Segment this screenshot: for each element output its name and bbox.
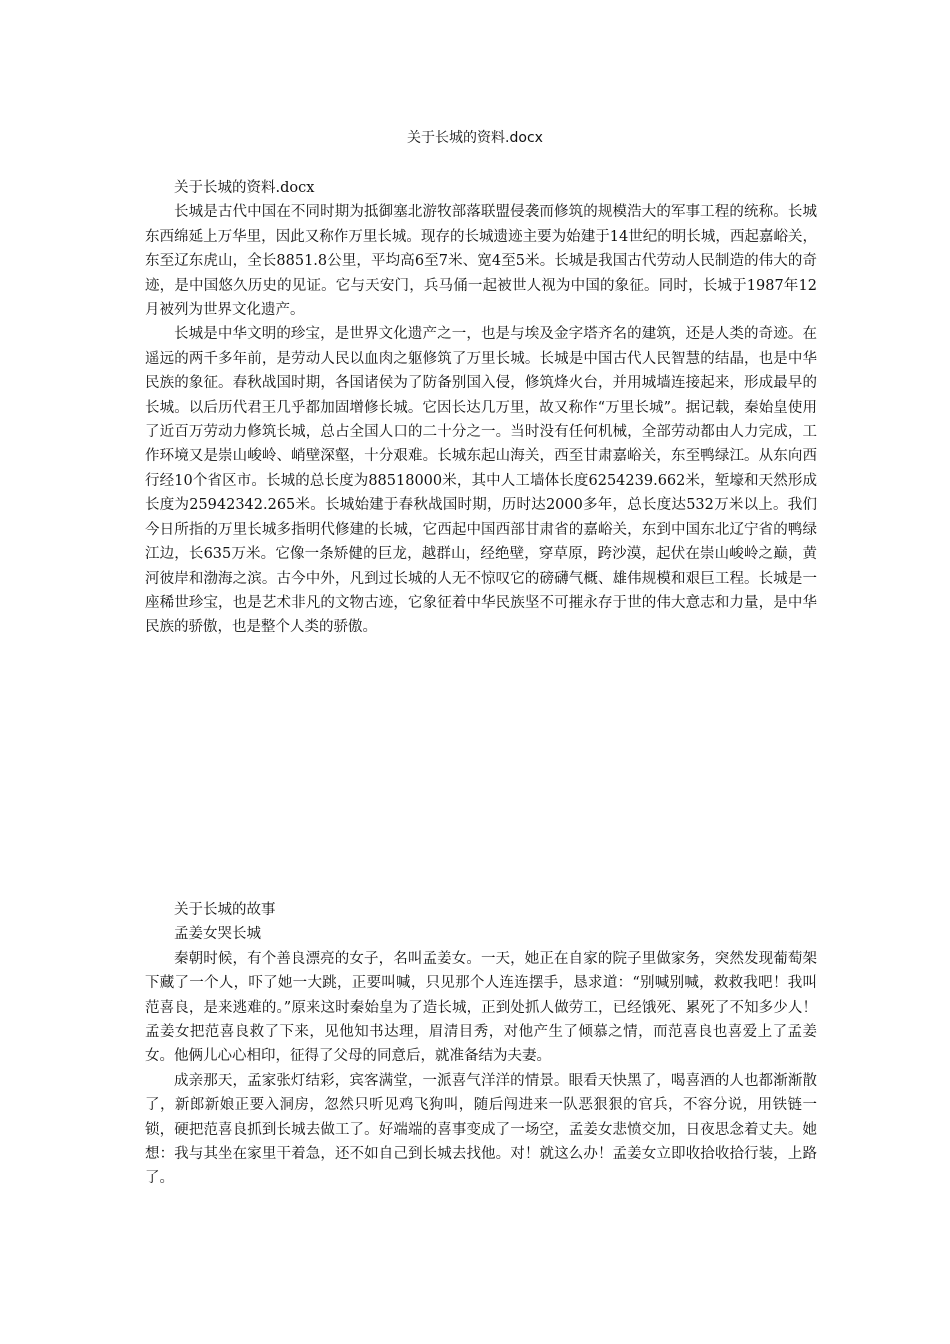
- paragraph-intro: 长城是古代中国在不同时期为抵御塞北游牧部落联盟侵袭而修筑的规模浩大的军事工程的统称。长城东西绵延上万华里，因此又称作万里长城。现存的长城遗迹主要为始建于14世纪的明长城，西起嘉峪关，东至辽东虎山，全长8851.8公里，平均高6至7米、宽4至5米。长城是我国古代劳动人民制造的伟大的奇迹，是中国悠久历史的见证。它与天安门，兵马俑一起被世人视为中国的象征。同时，长城于1987年12月被列为世界文化遗产。: [145, 204, 817, 319]
- story-title: 孟姜女哭长城: [174, 926, 261, 943]
- document-header-title: 关于长城的资料.docx: [407, 130, 543, 146]
- document-section-info: [145, 176, 817, 640]
- paragraph-history: 长城是中华文明的珍宝，是世界文化遗产之一，也是与埃及金字塔齐名的建筑，还是人类的奇迹。在遥远的两千多年前，是劳动人民以血肉之躯修筑了万里长城。长城是中国古代人民智慧的结晶，也是中华民族的象征。春秋战国时期，各国诸侯为了防备别国入侵，修筑烽火台，并用城墙连接起来，形成最早的长城。以后历代君王几乎都加固增修长城。它因长达几万里，故又称作“万里长城”。据记载，秦始皇使用了近百万劳动力修筑长城，总占全国人口的二十分之一。当时没有任何机械，全部劳动都由人力完成，工作环境又是崇山峻岭、峭壁深壑，十分艰难。长城东起山海关，西至甘肃嘉峪关，东至鸭绿江。从东向西行经10个省区市。长城的总长度为88518000米，其中人工墙体长度6254239.662米，堑壕和天然形成长度为25942342.265米。长城始建于春秋战国时期，历时达2000多年，总长度达532万米以上。我们今日所指的万里长城多指明代修建的长城，它西起中国西部甘肃省的嘉峪关，东到中国东北辽宁省的鸭绿江边，长635万米。它像一条矫健的巨龙，越群山，经绝壁，穿草原，跨沙漠，起伏在崇山峻岭之巅，黄河彼岸和渤海之滨。古今中外，凡到过长城的人无不惊叹它的磅礴气概、雄伟规模和艰巨工程。长城是一座稀世珍宝，也是艺术非凡的文物古迹，它象征着中华民族坚不可摧永存于世的伟大意志和力量，是中华民族的骄傲，也是整个人类的骄傲。: [145, 326, 817, 636]
- story-section-heading: 关于长城的故事: [174, 902, 276, 918]
- document-name-line: 关于长城的资料.docx: [174, 180, 315, 196]
- story-paragraph-wedding: 成亲那天，孟家张灯结彩，宾客满堂，一派喜气洋洋的情景。眼看天快黑了，喝喜酒的人也都渐渐散了，新郎新娘正要入洞房，忽然只听见鸡飞狗叫，随后闯进来一队恶狠狠的官兵，不容分说，用铁链一锁，硬把范喜良抓到长城去做工了。好端端的喜事变成了一场空，孟姜女悲愤交加，日夜思念着丈夫。她想：我与其坐在家里干着急，还不如自己到长城去找他。对！就这么办！孟姜女立即收拾收拾行装，上路了。: [145, 1072, 817, 1187]
- story-paragraph-meeting: 秦朝时候，有个善良漂亮的女子，名叫孟姜女。一天，她正在自家的院子里做家务，突然发现葡萄架下藏了一个人，吓了她一大跳，正要叫喊，只见那个人连连摆手，恳求道：“别喊别喊，救救我吧！我叫范喜良，是来逃难的。”原来这时秦始皇为了造长城，正到处抓人做劳工，已经饿死、累死了不知多少人！孟姜女把范喜良救了下来，见他知书达理，眉清目秀，对他产生了倾慕之情，而范喜良也喜爱上了孟姜女。他俩儿心心相印，征得了父母的同意后，就准备结为夫妻。: [145, 950, 817, 1065]
- document-section-story: [145, 898, 817, 1191]
